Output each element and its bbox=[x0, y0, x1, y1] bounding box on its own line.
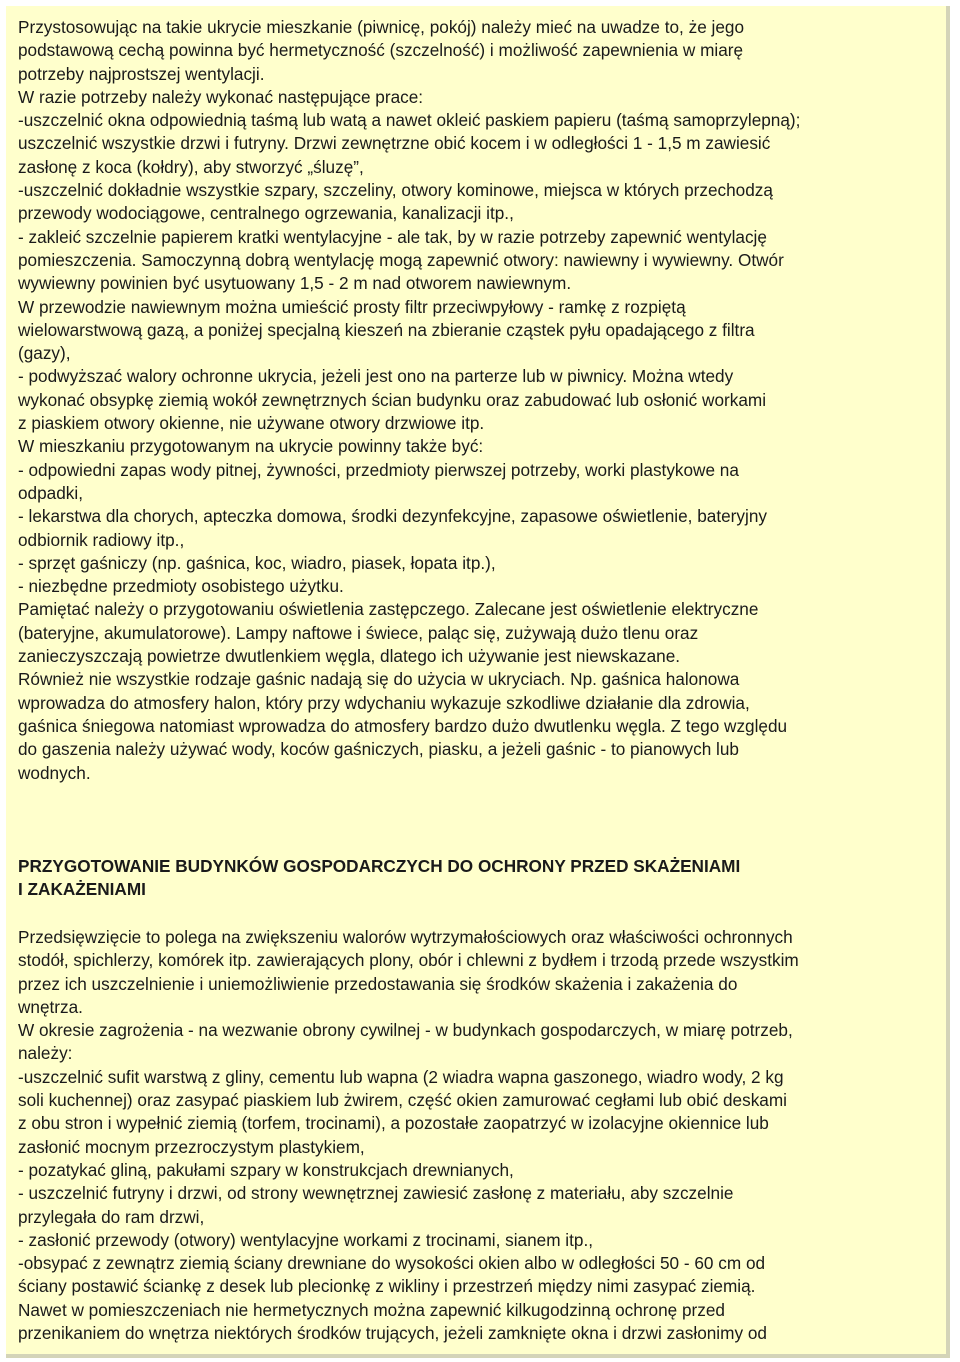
text-line: - podwyższać walory ochronne ukrycia, jeżeli jest ono na parterze lub w piwnicy. Można wtedy bbox=[18, 366, 734, 387]
text-line: wywiewny powinien być usytuowany 1,5 - 2 m nad otworem nawiewnym. bbox=[18, 273, 572, 294]
text-line: należy: bbox=[18, 1043, 73, 1064]
text-line: (gazy), bbox=[18, 343, 71, 364]
text-line: -uszczelnić dokładnie wszystkie szpary, szczeliny, otwory kominowe, miejsca w których przechodzą bbox=[18, 180, 773, 201]
text-line: pomieszczenia. Samoczynną dobrą wentylację mogą zapewnić otwory: nawiewny i wywiewny. Otwór bbox=[18, 249, 784, 270]
text-line: W okresie zagrożenia - na wezwanie obrony cywilnej - w budynkach gospodarczych, w miarę potrzeb, bbox=[18, 1020, 793, 1041]
text-line: podstawową cechą powinna być hermetyczność (szczelność) i możliwość zapewnienia w miarę bbox=[18, 40, 744, 61]
text-line: W mieszkaniu przygotowanym na ukrycie powinny także być: bbox=[18, 436, 484, 457]
heading-line: I ZAKAŻENIAMI bbox=[18, 879, 146, 900]
document-page bbox=[6, 6, 950, 1358]
text-line: z piaskiem otwory okienne, nie używane otwory drzwiowe itp. bbox=[18, 413, 485, 434]
text-line: -obsypać z zewnątrz ziemią ściany drewniane do wysokości okien albo w odległości 50 - 60 cm od bbox=[18, 1253, 766, 1274]
text-line: do gaszenia należy używać wody, koców gaśniczych, piasku, a jeżeli gaśnic - to pianowych lub bbox=[18, 739, 739, 760]
text-line: Przedsięwzięcie to polega na zwiększeniu walorów wytrzymałościowych oraz właściwości ochronnych bbox=[18, 927, 793, 947]
text-line: - pozatykać gliną, pakułami szpary w konstrukcjach drewnianych, bbox=[18, 1159, 514, 1180]
text-line: z obu stron i wypełnić ziemią (torfem, trocinami), a pozostałe zaopatrzyć w izolacyjne okiennice lub bbox=[18, 1113, 769, 1134]
text-line: wnętrza. bbox=[18, 996, 83, 1017]
text-line: przylegała do ram drzwi, bbox=[18, 1206, 205, 1227]
section-heading bbox=[18, 855, 946, 902]
text-line: stodół, spichlerzy, komórek itp. zawierających plony, obór i chlewni z bydłem i trzodą przede wszystkim bbox=[18, 950, 799, 971]
text-line: - sprzęt gaśniczy (np. gaśnica, koc, wiadro, piasek, łopata itp.), bbox=[18, 552, 496, 573]
text-line: -uszczelnić okna odpowiednią taśmą lub watą a nawet okleić paskiem papieru (taśmą samoprzylepną); bbox=[18, 110, 801, 131]
text-line: odbiornik radiowy itp., bbox=[18, 529, 185, 550]
text-line: zasłonić mocnym przezroczystym plastykiem, bbox=[18, 1136, 365, 1157]
text-line: W razie potrzeby należy wykonać następujące prace: bbox=[18, 86, 424, 107]
text-line: wodnych. bbox=[18, 762, 91, 783]
text-line: odpadki, bbox=[18, 482, 83, 503]
paragraph-ukrycie-mieszkanie bbox=[18, 16, 946, 785]
text-line: Pamiętać należy o przygotowaniu oświetlenia zastępczego. Zalecane jest oświetlenie elektryczne bbox=[18, 599, 759, 620]
text-line: wielowarstwową gazą, a poniżej specjalną kieszeń na zbieranie cząstek pyłu opadającego z filtra bbox=[18, 319, 755, 340]
text-line: wykonać obsypkę ziemią wokół zewnętrznych ścian budynku oraz zabudować lub osłonić workami bbox=[18, 389, 767, 410]
text-line: potrzeby najprostszej wentylacji. bbox=[18, 63, 265, 84]
text-line: W przewodzie nawiewnym można umieścić prosty filtr przeciwpyłowy - ramkę z rozpiętą bbox=[18, 296, 686, 317]
text-line: ściany postawić ściankę z desek lub plecionkę z wikliny i przestrzeń między nimi zasypać ziemią. bbox=[18, 1276, 756, 1297]
text-line: zasłonę z koca (kołdry), aby stworzyć „śluzę”, bbox=[18, 156, 364, 177]
text-line: gaśnica śniegowa natomiast wprowadza do atmosfery bardzo dużo dwutlenku węgla. Z tego względu bbox=[18, 715, 788, 736]
text-line: przenikaniem do wnętrza niektórych środków trujących, jeżeli zamknięte okna i drzwi zasłonimy od bbox=[18, 1323, 767, 1344]
text-line: - lekarstwa dla chorych, apteczka domowa, środki dezynfekcyjne, zapasowe oświetlenie, bateryjny bbox=[18, 506, 767, 527]
text-line: - odpowiedni zapas wody pitnej, żywności, przedmioty pierwszej potrzeby, worki plastykowe na bbox=[18, 459, 739, 480]
text-line: - niezbędne przedmioty osobistego użytku. bbox=[18, 576, 344, 597]
text-line: soli kuchennej) oraz zasypać piaskiem lub żwirem, część okien zamurować cegłami lub obić deskami bbox=[18, 1090, 787, 1111]
text-line: uszczelnić wszystkie drzwi i futryny. Drzwi zewnętrzne obić kocem i w odległości 1 - 1,5 m zawiesić bbox=[18, 133, 771, 154]
text-line: Nawet w pomieszczeniach nie hermetycznych można zapewnić kilkugodzinną ochronę przed bbox=[18, 1299, 725, 1320]
text-line: przewody wodociągowe, centralnego ogrzewania, kanalizacji itp., bbox=[18, 203, 514, 224]
text-line: - zakleić szczelnie papierem kratki wentylacyjne - ale tak, by w razie potrzeby zapewnić wentylację bbox=[18, 226, 767, 247]
text-line: -uszczelnić sufit warstwą z gliny, cementu lub wapna (2 wiadra wapna gaszonego, wiadro wody, 2 kg bbox=[18, 1066, 784, 1087]
text-line: (bateryjne, akumulatorowe). Lampy naftowe i świece, paląc się, zużywają dużo tlenu oraz bbox=[18, 622, 699, 643]
text-line: - zasłonić przewody (otwory) wentylacyjne workami z trocinami, sianem itp., bbox=[18, 1229, 594, 1250]
paragraph-budynki-gospodarcze bbox=[18, 926, 946, 1345]
heading-line: PRZYGOTOWANIE BUDYNKÓW GOSPODARCZYCH DO OCHRONY PRZED SKAŻENIAMI bbox=[18, 856, 741, 876]
text-line: wprowadza do atmosfery halon, który przy wdychaniu wykazuje szkodliwe działanie dla zdrowia, bbox=[18, 692, 750, 713]
text-line: Przystosowując na takie ukrycie mieszkanie (piwnicę, pokój) należy mieć na uwadze to, że jego bbox=[18, 17, 745, 37]
text-line: zanieczyszczają powietrze dwutlenkiem węgla, dlatego ich używanie jest niewskazane. bbox=[18, 646, 681, 667]
text-line: przez ich uszczelnienie i uniemożliwienie przedostawania się środków skażenia i zakażenia do bbox=[18, 973, 738, 994]
text-line: - uszczelnić futryny i drzwi, od strony wewnętrznej zawiesić zasłonę z materiału, aby szczelnie bbox=[18, 1183, 734, 1204]
text-line: Również nie wszystkie rodzaje gaśnic nadają się do użycia w ukryciach. Np. gaśnica halonowa bbox=[18, 669, 740, 690]
